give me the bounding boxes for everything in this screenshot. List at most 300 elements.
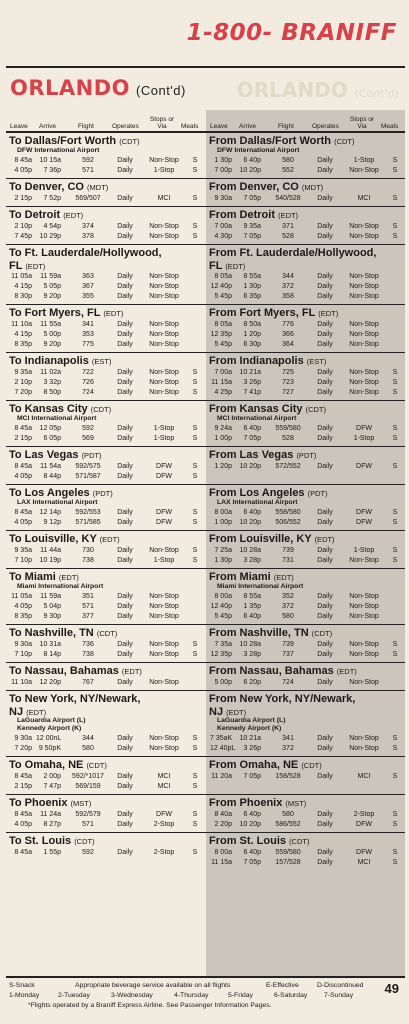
- col-stops: Stops or Via: [349, 116, 375, 130]
- cell-flight: 580: [282, 613, 294, 620]
- cell-meals: S: [392, 547, 398, 554]
- timezone: (EDT): [103, 309, 124, 318]
- cell-flight: 739: [282, 547, 294, 554]
- from-block: [206, 207, 406, 244]
- cell-flight: 571/587: [75, 473, 101, 480]
- cell-arrive: 3 26p: [243, 379, 261, 386]
- cell-flight: 377: [82, 613, 94, 620]
- legend-discontinued: D-Discontinued: [317, 982, 364, 989]
- cell-stops: Non-Stop: [349, 557, 379, 564]
- cell-flight: 569/159: [75, 783, 101, 790]
- cell-flight: 528: [282, 435, 294, 442]
- cell-operates: Daily: [117, 341, 133, 348]
- cell-meals: S: [392, 641, 398, 648]
- header-from: [206, 110, 406, 132]
- cell-meals: S: [192, 783, 198, 790]
- flight-row: [206, 650, 406, 660]
- header-to: [6, 110, 206, 132]
- cell-arrive: 7 52p: [43, 195, 61, 202]
- cell-stops: Non-Stop: [149, 735, 179, 742]
- cell-operates: Daily: [117, 473, 133, 480]
- to-block: [6, 133, 206, 178]
- cell-flight: 552: [282, 167, 294, 174]
- cell-flight: 724: [82, 389, 94, 396]
- cell-stops: MCI: [357, 195, 371, 202]
- timezone: (PDT): [296, 451, 317, 460]
- cell-arrive: 11 02a: [40, 369, 61, 376]
- cell-leave: 11 20a: [211, 773, 232, 780]
- cell-leave: 4 05p: [14, 473, 32, 480]
- city-continued: (Cont'd): [136, 83, 186, 98]
- cell-flight: 580: [282, 811, 294, 818]
- airport-name: Miami International Airport: [17, 583, 104, 590]
- page-title: [10, 76, 186, 100]
- cell-operates: Daily: [317, 341, 333, 348]
- timezone: (CDT): [86, 761, 107, 770]
- cell-meals: S: [392, 389, 398, 396]
- cell-stops: Non-Stop: [349, 379, 379, 386]
- cell-arrive: 11 24a: [40, 811, 61, 818]
- cell-flight: 592/553: [75, 509, 101, 516]
- route-section: [6, 244, 405, 304]
- cell-stops: 1-Stop: [353, 547, 375, 554]
- to-block: [6, 305, 206, 352]
- cell-arrive: 3 26p: [243, 745, 261, 752]
- flight-row: [206, 222, 406, 232]
- flight-row: [206, 424, 406, 434]
- cell-flight: 738: [82, 651, 94, 658]
- cell-stops: MCI: [157, 195, 171, 202]
- cell-flight: 739: [282, 641, 294, 648]
- cell-operates: Daily: [117, 745, 133, 752]
- cell-arrive: 11 59a: [40, 593, 61, 600]
- cell-flight: 372: [282, 745, 294, 752]
- route-title: From Omaha, NE (CDT): [209, 759, 322, 771]
- cell-arrive: 10 28a: [239, 547, 261, 554]
- from-block: [206, 179, 406, 206]
- cell-flight: 506/552: [275, 519, 301, 526]
- cell-meals: S: [192, 425, 198, 432]
- cell-arrive: 11 54a: [40, 463, 61, 470]
- day-2: 2-Tuesday: [58, 992, 90, 999]
- cell-operates: Daily: [117, 223, 133, 230]
- cell-operates: Daily: [317, 233, 333, 240]
- cell-operates: Daily: [117, 849, 133, 856]
- cell-stops: DFW: [156, 519, 172, 526]
- cell-operates: Daily: [117, 735, 133, 742]
- cell-leave: 1 20p: [214, 463, 232, 470]
- cell-stops: Non-Stop: [149, 223, 179, 230]
- cell-flight: 364: [282, 341, 294, 348]
- cell-arrive: 7 05p: [243, 195, 261, 202]
- cell-arrive: 7 05p: [243, 859, 261, 866]
- cell-stops: MCI: [157, 783, 171, 790]
- route-section: [6, 132, 405, 178]
- cell-meals: S: [192, 651, 198, 658]
- cell-operates: Daily: [117, 519, 133, 526]
- to-block: [6, 245, 206, 304]
- cell-flight: 341: [282, 735, 294, 742]
- route-title: From St. Louis (CDT): [209, 835, 310, 847]
- cell-arrive: 9 35a: [243, 223, 261, 230]
- cell-arrive: 11 59a: [40, 273, 61, 280]
- col-leave: Leave: [10, 123, 28, 130]
- cell-operates: Daily: [317, 157, 333, 164]
- cell-flight: 358: [282, 293, 294, 300]
- to-block: [6, 485, 206, 530]
- route-title: From Las Vegas (PDT): [209, 449, 317, 461]
- column-header: [6, 110, 405, 132]
- route-title: From Fort Myers, FL (EDT): [209, 307, 339, 319]
- cell-operates: Daily: [117, 811, 133, 818]
- cell-operates: Daily: [317, 389, 333, 396]
- cell-stops: 1-Stop: [353, 157, 375, 164]
- to-block: [6, 353, 206, 400]
- cell-leave: 4 15p: [14, 331, 32, 338]
- cell-arrive: 11 55a: [40, 321, 61, 328]
- cell-operates: Daily: [117, 167, 133, 174]
- cell-leave: 9 30a: [214, 195, 232, 202]
- cell-flight: 592/575: [75, 463, 101, 470]
- cell-arrive: 1 30p: [243, 283, 261, 290]
- cell-meals: S: [192, 223, 198, 230]
- from-block: [206, 663, 406, 690]
- flight-row: [206, 282, 406, 292]
- flight-row: [206, 734, 406, 744]
- route-title: To Dallas/Fort Worth (CDT): [9, 135, 140, 147]
- flight-row: [206, 772, 406, 782]
- bleed-through-title: ORLANDO (Cont'd): [236, 78, 399, 102]
- cell-flight: 378: [82, 233, 94, 240]
- flight-row: [6, 292, 206, 302]
- flight-row: [6, 602, 206, 612]
- cell-operates: Daily: [317, 293, 333, 300]
- timezone: (EDT): [25, 262, 46, 271]
- flight-row: [6, 678, 206, 688]
- route-title: From Ft. Lauderdale/Hollywood, FL (EDT): [209, 247, 377, 272]
- col-leave: Leave: [210, 123, 228, 130]
- cell-arrive: 8 44p: [43, 473, 61, 480]
- timezone: (EST): [91, 357, 112, 366]
- cell-operates: Daily: [117, 603, 133, 610]
- cell-arrive: 6 40p: [243, 613, 261, 620]
- airport-name: DFW International Airport: [17, 147, 100, 154]
- cell-stops: Non-Stop: [149, 369, 179, 376]
- cell-operates: Daily: [317, 593, 333, 600]
- cell-flight: 540/528: [275, 195, 301, 202]
- cell-arrive: 1 20p: [243, 331, 261, 338]
- cell-operates: Daily: [117, 283, 133, 290]
- cell-leave: 8 30p: [14, 293, 32, 300]
- airport-name: Kennedy Airport (K): [217, 725, 282, 732]
- flight-row: [6, 434, 206, 444]
- cell-stops: Non-Stop: [149, 679, 179, 686]
- cell-operates: Daily: [317, 811, 333, 818]
- cell-flight: 571: [82, 821, 94, 828]
- cell-stops: Non-Stop: [349, 341, 379, 348]
- cell-operates: Daily: [317, 509, 333, 516]
- cell-stops: 2-Stop: [353, 811, 375, 818]
- cell-arrive: 6 40p: [243, 509, 261, 516]
- cell-meals: S: [192, 557, 198, 564]
- timezone: (PDT): [81, 451, 102, 460]
- city-name: ORLANDO: [10, 76, 131, 100]
- cell-stops: Non-Stop: [349, 593, 379, 600]
- cell-operates: Daily: [317, 641, 333, 648]
- cell-stops: Non-Stop: [149, 603, 179, 610]
- cell-operates: Daily: [117, 273, 133, 280]
- cell-leave: 9 30a: [14, 641, 32, 648]
- cell-operates: Daily: [117, 613, 133, 620]
- cell-leave: 8 05a: [214, 273, 232, 280]
- cell-arrive: 11 44a: [40, 547, 61, 554]
- cell-operates: Daily: [317, 679, 333, 686]
- cell-leave: 4 05p: [14, 167, 32, 174]
- cell-stops: DFW: [156, 811, 172, 818]
- cell-stops: Non-Stop: [349, 331, 379, 338]
- flight-row: [6, 744, 206, 754]
- timezone: (EDT): [273, 573, 294, 582]
- airport-name: LaGuardia Airport (L): [217, 717, 286, 724]
- route-section: [6, 304, 405, 352]
- legend-effective: E-Effective: [266, 982, 299, 989]
- timezone: (CDT): [289, 837, 310, 846]
- from-block: [206, 133, 406, 178]
- route-title: To Louisville, KY (EDT): [9, 533, 120, 545]
- cell-flight: 366: [282, 331, 294, 338]
- cell-stops: Non-Stop: [149, 233, 179, 240]
- cell-arrive: 9 50pK: [38, 745, 61, 752]
- to-block: [6, 207, 206, 244]
- cell-meals: S: [192, 519, 198, 526]
- cell-leave: 9 35a: [14, 547, 32, 554]
- cell-meals: S: [392, 811, 398, 818]
- col-flight: Flight: [278, 123, 294, 130]
- cell-leave: 7 10p: [14, 651, 32, 658]
- timezone: (CDT): [74, 837, 95, 846]
- cell-leave: 8 45a: [14, 157, 32, 164]
- cell-operates: Daily: [317, 369, 333, 376]
- timezone: (PDT): [92, 489, 113, 498]
- cell-flight: 571: [82, 167, 94, 174]
- cell-flight: 528: [282, 233, 294, 240]
- route-title: From Louisville, KY (EDT): [209, 533, 335, 545]
- cell-stops: Non-Stop: [349, 651, 379, 658]
- timezone: (CDT): [334, 137, 355, 146]
- cell-stops: MCI: [357, 773, 371, 780]
- flight-row: [6, 772, 206, 782]
- timezone: (MST): [285, 799, 307, 808]
- flight-row: [6, 556, 206, 566]
- route-title: To Los Angeles (PDT): [9, 487, 113, 499]
- route-title: To Indianapolis (EST): [9, 355, 112, 367]
- cell-arrive: 6 35p: [243, 293, 261, 300]
- flight-row: [206, 330, 406, 340]
- flight-row: [206, 820, 406, 830]
- cell-operates: Daily: [117, 651, 133, 658]
- cell-operates: Daily: [317, 603, 333, 610]
- cell-arrive: 10 20p: [239, 519, 261, 526]
- route-title: To Phoenix (MST): [9, 797, 92, 809]
- cell-flight: 367: [82, 283, 94, 290]
- timezone: (EDT): [121, 667, 142, 676]
- route-title: To New York, NY/Newark, NJ (EDT): [9, 693, 141, 718]
- cell-leave: 8 40a: [214, 811, 232, 818]
- timezone: (EDT): [318, 309, 339, 318]
- cell-leave: 7 20p: [14, 745, 32, 752]
- cell-leave: 12 35p: [210, 331, 232, 338]
- route-title: From Detroit (EDT): [209, 209, 299, 221]
- to-block: [6, 691, 206, 756]
- airport-name: Kennedy Airport (K): [17, 725, 82, 732]
- cell-leave: 7 35a: [214, 641, 232, 648]
- cell-meals: S: [192, 547, 198, 554]
- flight-row: [206, 156, 406, 166]
- cell-meals: S: [192, 157, 198, 164]
- flight-row: [206, 368, 406, 378]
- cell-operates: Daily: [117, 331, 133, 338]
- cell-stops: Non-Stop: [349, 223, 379, 230]
- to-block: [6, 531, 206, 568]
- day-4: 4-Thursday: [174, 992, 209, 999]
- flight-row: [6, 782, 206, 792]
- col-arrive: Arrive: [239, 123, 256, 130]
- cell-flight: 592/*1017: [72, 773, 104, 780]
- route-title: To Nassau, Bahamas (EDT): [9, 665, 142, 677]
- route-title: From Nassau, Bahamas (EDT): [209, 665, 357, 677]
- cell-flight: 592: [82, 157, 94, 164]
- cell-stops: Non-Stop: [149, 745, 179, 752]
- cell-stops: Non-Stop: [149, 283, 179, 290]
- cell-operates: Daily: [317, 283, 333, 290]
- cell-operates: Daily: [117, 641, 133, 648]
- from-block: [206, 691, 406, 756]
- cell-stops: Non-Stop: [349, 369, 379, 376]
- flight-row: [206, 678, 406, 688]
- flight-row: [206, 292, 406, 302]
- cell-leave: 1 00p: [214, 519, 232, 526]
- cell-operates: Daily: [117, 593, 133, 600]
- cell-meals: S: [392, 557, 398, 564]
- route-section: [6, 690, 405, 756]
- cell-flight: 559/580: [275, 849, 301, 856]
- flight-row: [6, 388, 206, 398]
- cell-arrive: 7 41p: [243, 389, 261, 396]
- flight-row: [6, 378, 206, 388]
- cell-stops: 1-Stop: [353, 435, 375, 442]
- timezone: (MDT): [301, 183, 324, 192]
- flight-row: [206, 744, 406, 754]
- cell-operates: Daily: [117, 321, 133, 328]
- cell-flight: 352: [282, 593, 294, 600]
- route-section: [6, 400, 405, 446]
- cell-arrive: 5 05p: [43, 283, 61, 290]
- from-block: [206, 795, 406, 832]
- cell-leave: 9 24a: [214, 425, 232, 432]
- timezone: (EDT): [314, 535, 335, 544]
- cell-leave: 8 00a: [214, 509, 232, 516]
- cell-meals: S: [192, 509, 198, 516]
- flight-row: [6, 462, 206, 472]
- cell-arrive: 6 40p: [243, 157, 261, 164]
- cell-arrive: 10 19p: [39, 557, 61, 564]
- flight-row: [6, 424, 206, 434]
- cell-arrive: 3 32p: [43, 379, 61, 386]
- cell-flight: 586/552: [275, 821, 301, 828]
- cell-stops: Non-Stop: [349, 603, 379, 610]
- cell-leave: 5 45p: [214, 293, 232, 300]
- cell-flight: 727: [282, 389, 294, 396]
- day-7: 7-Sunday: [324, 992, 354, 999]
- cell-leave: 11 15a: [211, 379, 232, 386]
- cell-meals: S: [392, 745, 398, 752]
- cell-operates: Daily: [117, 293, 133, 300]
- cell-flight: 592: [82, 425, 94, 432]
- cell-stops: DFW: [356, 849, 372, 856]
- cell-leave: 2 15p: [14, 435, 32, 442]
- route-title: From Miami (EDT): [209, 571, 294, 583]
- page-number: 49: [384, 981, 399, 996]
- cell-leave: 12 35p: [210, 651, 232, 658]
- cell-operates: Daily: [117, 389, 133, 396]
- cell-operates: Daily: [117, 509, 133, 516]
- col-stops: Stops or Via: [149, 116, 175, 130]
- col-operates: Operates: [112, 123, 139, 130]
- cell-operates: Daily: [117, 557, 133, 564]
- cell-operates: Daily: [317, 547, 333, 554]
- cell-stops: Non-Stop: [149, 651, 179, 658]
- cell-stops: Non-Stop: [149, 341, 179, 348]
- cell-leave: 12 40p: [210, 283, 232, 290]
- day-6: 6-Saturday: [274, 992, 308, 999]
- timezone: (PDT): [307, 489, 328, 498]
- timezone: (CDT): [96, 629, 118, 638]
- cell-stops: Non-Stop: [149, 157, 179, 164]
- col-arrive: Arrive: [39, 123, 56, 130]
- cell-operates: Daily: [317, 379, 333, 386]
- cell-stops: Non-Stop: [149, 293, 179, 300]
- route-section: [6, 446, 405, 484]
- cell-stops: Non-Stop: [149, 547, 179, 554]
- cell-leave: 5 45p: [214, 341, 232, 348]
- flight-row: [6, 166, 206, 176]
- route-title: To Nashville, TN (CDT): [9, 627, 118, 639]
- cell-flight: 580: [82, 745, 94, 752]
- cell-meals: S: [392, 233, 398, 240]
- flight-row: [6, 518, 206, 528]
- brand-phone-logo: 1-800- BRANIFF: [186, 20, 397, 46]
- cell-arrive: 10 15a: [39, 157, 61, 164]
- flight-row: [6, 156, 206, 166]
- cell-flight: 724: [282, 679, 294, 686]
- cell-stops: Non-Stop: [149, 613, 179, 620]
- cell-meals: S: [392, 167, 398, 174]
- cell-flight: 571: [82, 603, 94, 610]
- cell-stops: 1-Stop: [153, 435, 175, 442]
- flight-row: [206, 378, 406, 388]
- cell-arrive: 5 00p: [43, 331, 61, 338]
- timezone: (EDT): [336, 667, 357, 676]
- cell-flight: 344: [82, 735, 94, 742]
- cell-stops: MCI: [357, 859, 371, 866]
- cell-leave: 4 25p: [214, 389, 232, 396]
- cell-arrive: 6 40p: [243, 849, 261, 856]
- col-meals: Meals: [381, 123, 399, 130]
- flight-row: [206, 194, 406, 204]
- cell-arrive: 8 50a: [243, 321, 261, 328]
- cell-meals: S: [192, 641, 198, 648]
- cell-flight: 355: [82, 293, 94, 300]
